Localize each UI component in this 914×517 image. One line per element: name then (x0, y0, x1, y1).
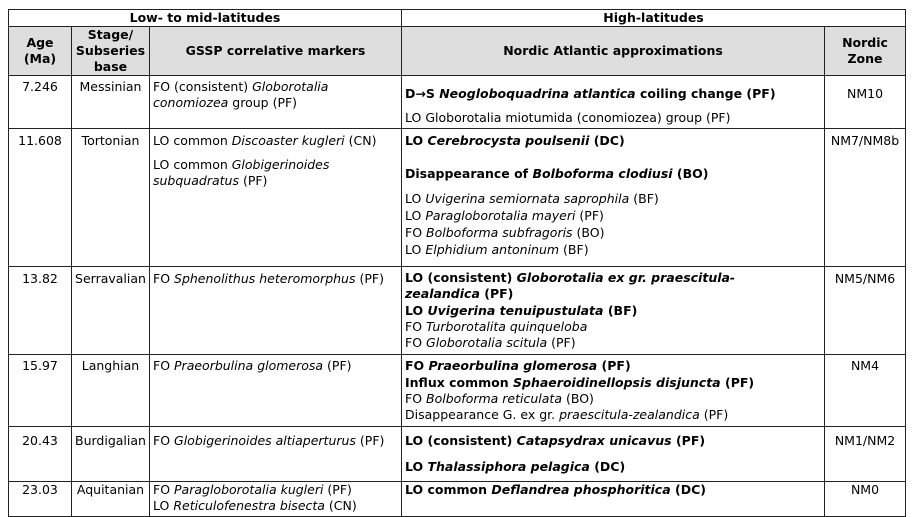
gssp-cell (150, 355, 402, 427)
nordic-cell (402, 76, 825, 129)
stage-cell: Burdigalian (72, 427, 150, 482)
gssp-marker: conomiozea group (PF) (153, 95, 298, 110)
nordic-cell (402, 427, 825, 482)
stage-cell: Serravalian (72, 267, 150, 355)
nordic-marker: LO Paragloborotalia mayeri (PF) (405, 208, 604, 223)
nordic-marker: LO Cerebrocysta poulsenii (DC) (405, 133, 625, 148)
nordic-marker: FO Turborotalita quinqueloba (405, 319, 588, 334)
header-gssp: GSSP correlative markers (150, 27, 402, 76)
gssp-marker: FO Sphenolithus heteromorphus (PF) (153, 271, 384, 286)
zone-cell: NM7/NM8b (825, 129, 906, 267)
table-row (9, 482, 906, 517)
group-header-low: Low- to mid-latitudes (9, 10, 402, 27)
table-row (9, 267, 906, 355)
nordic-marker: Influx common Sphaeroidinellopsis disjuncta (PF) (405, 375, 755, 390)
gssp-marker: FO Paragloborotalia kugleri (PF) (153, 482, 352, 497)
stage-cell: Messinian (72, 76, 150, 129)
group-header-row (9, 10, 906, 27)
age-cell: 13.82 (9, 267, 72, 355)
header-age: Age (Ma) (9, 27, 72, 76)
zone-cell: NM0 (825, 482, 906, 517)
stage-cell: Langhian (72, 355, 150, 427)
gssp-marker: FO Praeorbulina glomerosa (PF) (153, 358, 352, 373)
nordic-cell (402, 355, 825, 427)
nordic-marker: LO common Deflandrea phosphoritica (DC) (405, 482, 706, 497)
gssp-marker: LO common Discoaster kugleri (CN) (153, 133, 377, 148)
group-header-high: High-latitudes (402, 10, 906, 27)
gssp-cell (150, 482, 402, 517)
age-cell: 20.43 (9, 427, 72, 482)
nordic-marker: LO (consistent) Catapsydrax unicavus (PF) (405, 433, 706, 448)
stage-cell: Aquitanian (72, 482, 150, 517)
nordic-cell (402, 482, 825, 517)
zone-cell: NM5/NM6 (825, 267, 906, 355)
gssp-cell (150, 129, 402, 267)
nordic-cell (402, 129, 825, 267)
table-row (9, 355, 906, 427)
nordic-marker: LO (consistent) Globorotalia ex gr. praescitula- (405, 270, 736, 285)
gssp-marker: LO Reticulofenestra bisecta (CN) (153, 498, 357, 513)
nordic-marker: zealandica (PF) (405, 286, 514, 301)
table-row (9, 76, 906, 129)
nordic-marker: LO Uvigerina tenuipustulata (BF) (405, 303, 638, 318)
zone-cell: NM1/NM2 (825, 427, 906, 482)
gssp-cell (150, 267, 402, 355)
nordic-marker: FO Globorotalia scitula (PF) (405, 335, 576, 350)
table-row (9, 427, 906, 482)
zone-cell: NM10 (825, 76, 906, 129)
gssp-cell (150, 76, 402, 129)
zone-cell: NM4 (825, 355, 906, 427)
stage-cell: Tortonian (72, 129, 150, 267)
gssp-marker: subquadratus (PF) (153, 173, 268, 188)
gssp-cell (150, 427, 402, 482)
column-header-row (9, 27, 906, 76)
nordic-marker: FO Bolboforma subfragoris (BO) (405, 225, 605, 240)
gssp-marker: FO (consistent) Globorotalia (153, 79, 329, 94)
nordic-marker: LO Uvigerina semiornata saprophila (BF) (405, 191, 659, 206)
nordic-cell (402, 267, 825, 355)
nordic-marker: Disappearance G. ex gr. praescitula-zealandica (PF) (405, 407, 729, 422)
stratigraphy-table (8, 9, 906, 517)
nordic-marker: LO Thalassiphora pelagica (DC) (405, 459, 626, 474)
age-cell: 11.608 (9, 129, 72, 267)
nordic-marker: Disappearance of Bolboforma clodiusi (BO) (405, 166, 709, 181)
gssp-marker: LO common Globigerinoides (153, 157, 330, 172)
age-cell: 15.97 (9, 355, 72, 427)
header-nordic-zone: Nordic Zone (825, 27, 906, 76)
age-cell: 7.246 (9, 76, 72, 129)
nordic-marker: FO Bolboforma reticulata (BO) (405, 391, 594, 406)
header-stage: Stage/ Subseries base (72, 27, 150, 76)
header-nordic-atlantic: Nordic Atlantic approximations (402, 27, 825, 76)
nordic-marker: LO Elphidium antoninum (BF) (405, 242, 589, 257)
nordic-marker: LO Globorotalia miotumida (conomiozea) group (PF) (405, 110, 731, 125)
age-cell: 23.03 (9, 482, 72, 517)
nordic-marker: FO Praeorbulina glomerosa (PF) (405, 358, 631, 373)
table-row (9, 129, 906, 267)
nordic-marker: D→S Neogloboquadrina atlantica coiling change (PF) (405, 86, 776, 101)
gssp-marker: FO Globigerinoides altiaperturus (PF) (153, 433, 385, 448)
